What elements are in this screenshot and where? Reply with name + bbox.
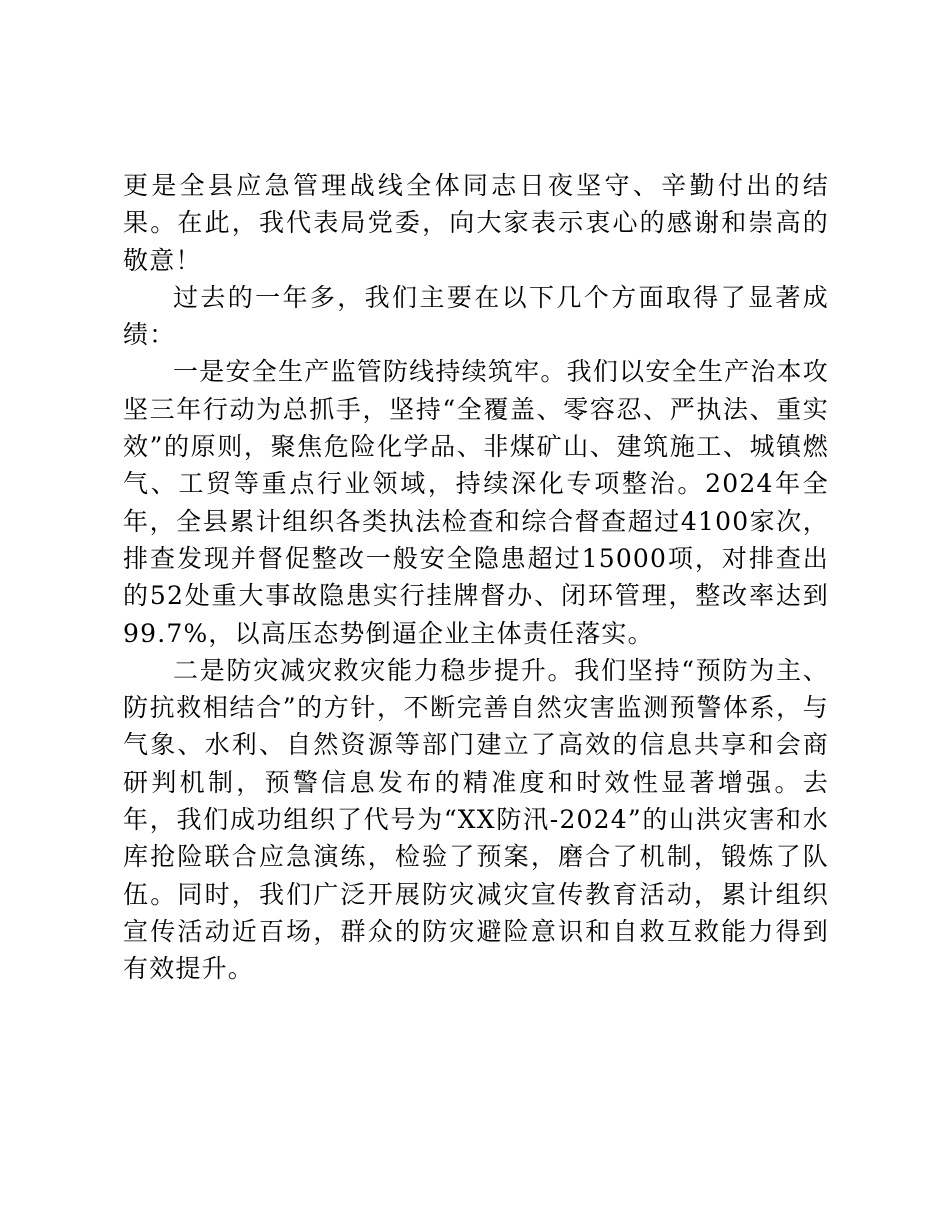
paragraph-safety-production: 一是安全生产监管防线持续筑牢。我们以安全生产治本攻坚三年行动为总抓手，坚持“全覆盖、零容忍、严执法、重实效”的原则，聚焦危险化学品、非煤矿山、建筑施工、城镇燃气、工贸等重点行业领域，持续深化专项整治。2024年全年，全县累计组织各类执法检查和综合督查超过4100家次，排查发现并督促整改一般安全隐患超过15000项，对排查出的52处重大事故隐患实行挂牌督办、闭环管理，整改率达到99.7%，以高压态势倒逼企业主体责任落实。 — [123, 357, 829, 648]
paragraph-continuation: 更是全县应急管理战线全体同志日夜坚守、辛勤付出的结果。在此，我代表局党委，向大家表示衷心的感谢和崇高的敬意！ — [123, 171, 829, 275]
document-body — [123, 167, 829, 988]
paragraph-achievements-intro: 过去的一年多，我们主要在以下几个方面取得了显著成绩： — [123, 282, 829, 350]
paragraph-disaster-prevention: 二是防灾减灾救灾能力稳步提升。我们坚持“预防为主、防抗救相结合”的方针，不断完善自然灾害监测预警体系，与气象、水利、自然资源等部门建立了高效的信息共享和会商研判机制，预警信息发布的精准度和时效性显著增强。去年，我们成功组织了代号为“XX防汛-2024”的山洪灾害和水库抢险联合应急演练，检验了预案，磨合了机制，锻炼了队伍。同时，我们广泛开展防灾减灾宣传教育活动，累计组织宣传活动近百场，群众的防灾避险意识和自救互救能力得到有效提升。 — [123, 655, 829, 984]
